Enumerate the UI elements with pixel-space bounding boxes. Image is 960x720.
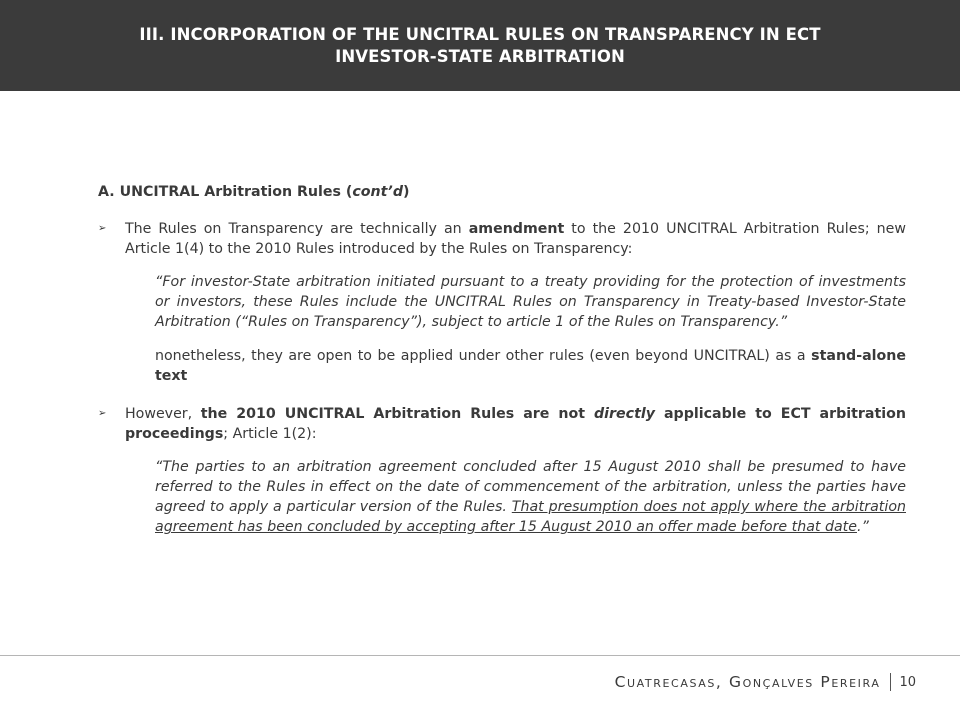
section-heading-text: A. UNCITRAL Arbitration Rules (	[98, 184, 353, 200]
page-number: 10	[899, 674, 916, 690]
quote-text: .”	[856, 519, 869, 535]
quote-article-1-4: “For investor-State arbitration initiated pursuant to a treaty providing for the protection of investments or investors, these Rules include the UNCITRAL Rules on Transparency in Treaty-based Investor-State Arbitration (“Rules on Transparency”), subject to article 1 of the Rules on Transparency.”	[155, 274, 906, 330]
section-heading-close: )	[402, 184, 410, 200]
bullet-not-applicable	[98, 404, 906, 444]
quote-article-1-2	[155, 457, 906, 537]
bullet-text: However,	[125, 406, 201, 422]
section-heading-italic: cont’d	[352, 184, 403, 200]
spacer	[98, 386, 906, 404]
slide-footer	[615, 670, 916, 694]
quote-text: “The parties to an arbitration agreement concluded after 15 August 2010 shall be presumed to have referred to the Rules in effect on the date of commencement of the arbitration, unless the parties have agreed to apply a particular version of the Rules.	[155, 459, 906, 515]
bullet-amendment	[98, 219, 906, 259]
slide-title	[139, 24, 820, 68]
slide-header	[0, 0, 960, 91]
note-text: nonetheless, they are open to be applied under other rules (even beyond UNCITRAL) as a	[155, 348, 812, 364]
bullet-text: ; Article 1(2):	[223, 426, 317, 442]
quote-underlined-text: That presumption does not apply where the arbitration agreement has been concluded by accepting after 15 August 2010 an offer made before that date	[155, 499, 906, 535]
slide-title-line-2: INVESTOR-STATE ARBITRATION	[335, 46, 625, 66]
arrow-bullet-icon: ➢	[98, 223, 107, 234]
slide-content	[98, 182, 906, 537]
section-heading	[98, 182, 906, 202]
bullet-bold-text: amendment	[468, 221, 565, 237]
slide-title-line-1: III. INCORPORATION OF THE UNCITRAL RULES ON TRANSPARENCY IN ECT	[139, 24, 821, 44]
bullet-bold-text: applicable to ECT arbitration proceedings	[125, 406, 906, 442]
bullet-text: to the 2010 UNCITRAL Arbitration Rules; new Article 1(4) to the 2010 Rules introduced by the Rules on Transparency:	[125, 221, 906, 257]
footer-divider	[0, 655, 960, 656]
note-bold-text: stand-alone text	[155, 348, 906, 384]
bullet-text: The Rules on Transparency are technically an	[125, 221, 469, 237]
arrow-bullet-icon: ➢	[98, 408, 107, 419]
bullet-bold-text: the 2010 UNCITRAL Arbitration Rules are not	[200, 406, 595, 422]
footer-separator	[890, 673, 891, 691]
note-paragraph	[155, 346, 906, 386]
bullet-bold-italic-text: directly	[594, 406, 655, 422]
brand-logo: Cuatrecasas, Gonçalves Pereira	[614, 673, 881, 691]
